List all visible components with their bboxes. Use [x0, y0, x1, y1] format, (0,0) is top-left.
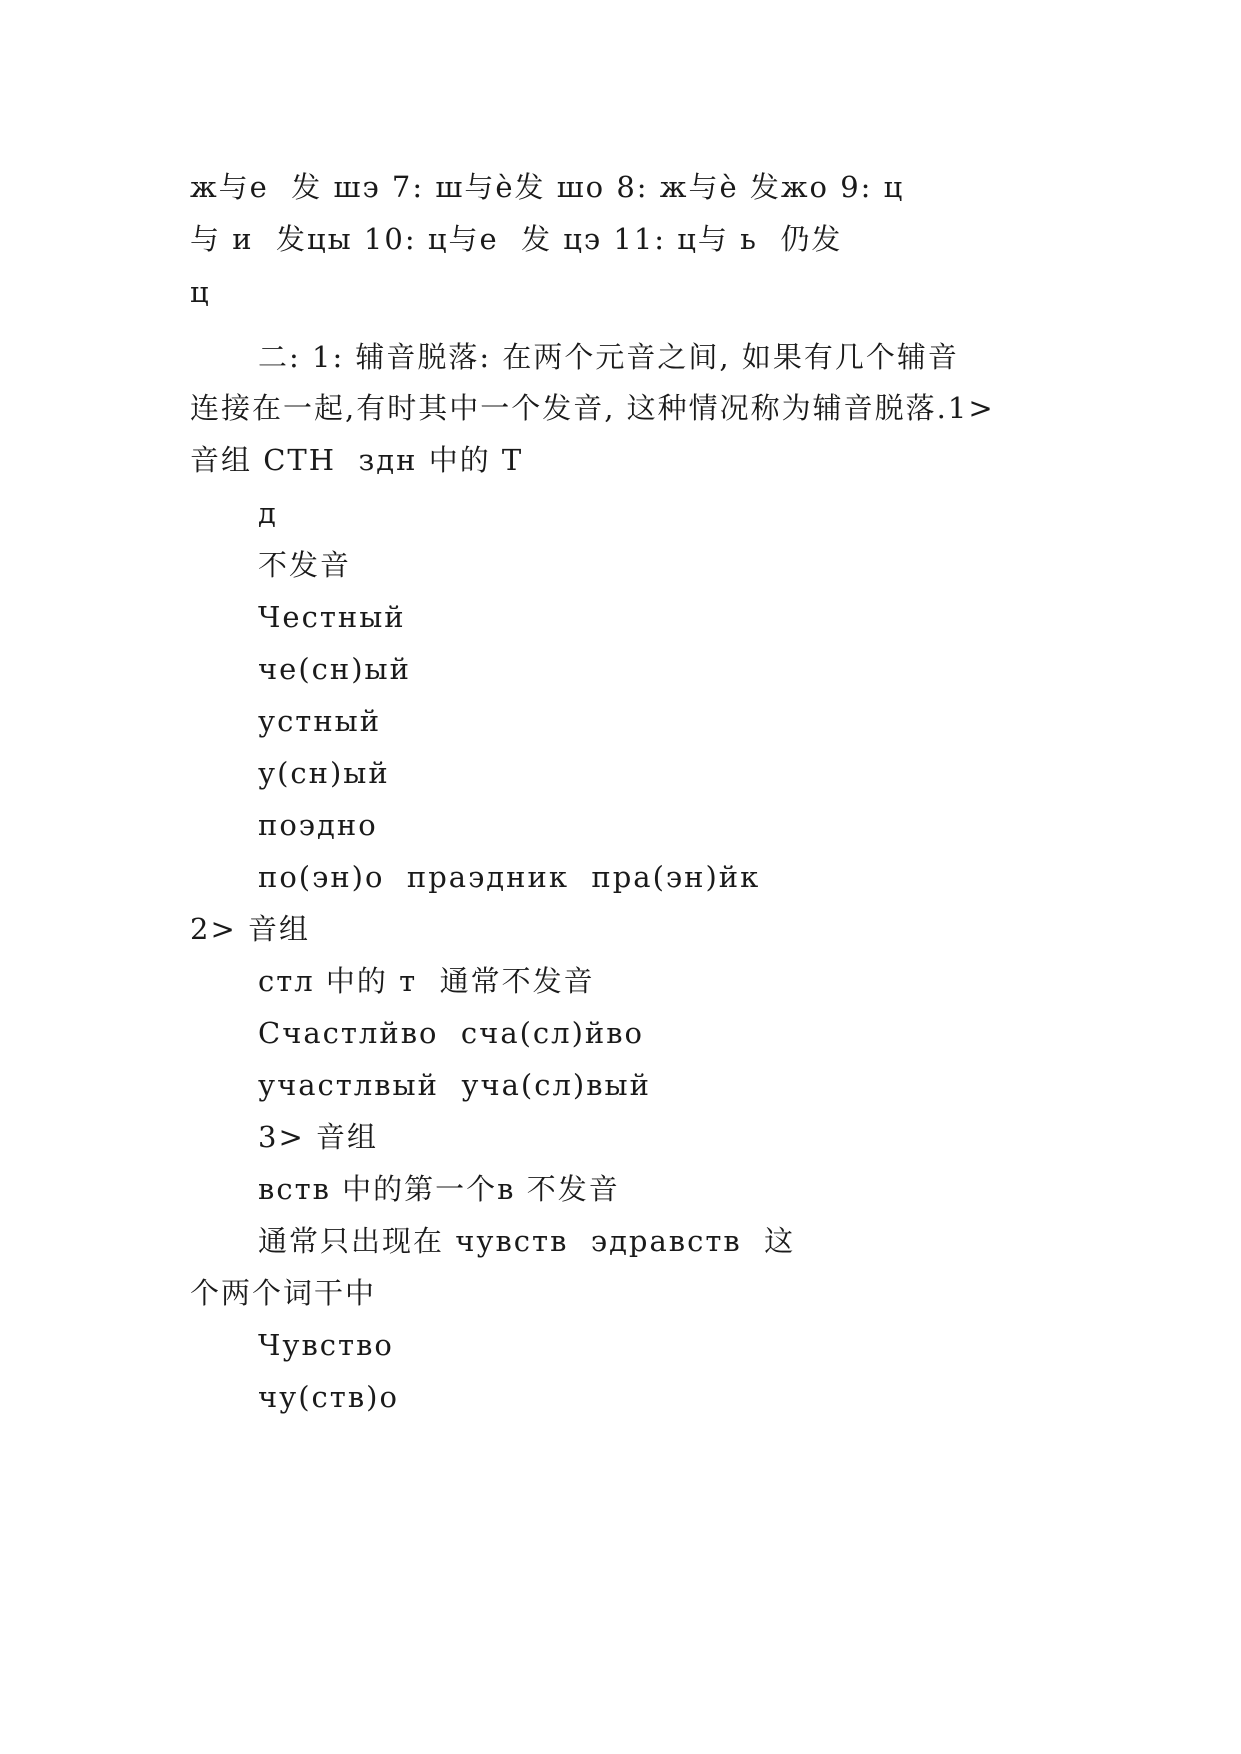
text-line: стл 中的 т 通常不发音	[258, 964, 595, 998]
text-line: 个两个词干中	[190, 1276, 377, 1310]
text-line: 2> 音组	[190, 912, 310, 946]
text-line: поэдно	[258, 808, 378, 842]
text-line: ж与e 发 шэ 7: ш与è发 шo 8: ж与è 发жo 9: ц	[190, 170, 905, 204]
text-line: Счастлйво сча(сл)йво	[258, 1016, 645, 1050]
text-line: 通常只出现在 чувств эдравств 这	[258, 1224, 796, 1258]
text-line: чу(ств)о	[258, 1380, 399, 1414]
text-line: 3> 音组	[258, 1120, 378, 1154]
text-line: по(эн)о праэдник пра(эн)йк	[258, 860, 761, 894]
text-line: 二: 1: 辅音脱落: 在两个元音之间, 如果有几个辅音	[258, 340, 959, 374]
text-line: Чувство	[258, 1328, 394, 1362]
text-line: Честный	[258, 600, 406, 634]
text-line: устный	[258, 704, 382, 738]
text-line: 音组 CTH здн 中的 T	[190, 443, 524, 477]
text-line: д	[258, 496, 278, 530]
text-line: у(сн)ый	[258, 756, 390, 790]
text-line: ц	[190, 275, 211, 309]
text-line: че(сн)ый	[258, 652, 411, 686]
text-line: 与 и 发цы 10: ц与e 发 цэ 11: ц与 ь 仍发	[190, 222, 843, 256]
text-line: вств 中的第一个в 不发音	[258, 1172, 620, 1206]
text-line: 不发音	[258, 548, 352, 582]
text-line: 连接在一起,有时其中一个发音, 这种情况称为辅音脱落.1>	[190, 391, 995, 425]
text-line: участлвый уча(сл)вый	[258, 1068, 651, 1102]
